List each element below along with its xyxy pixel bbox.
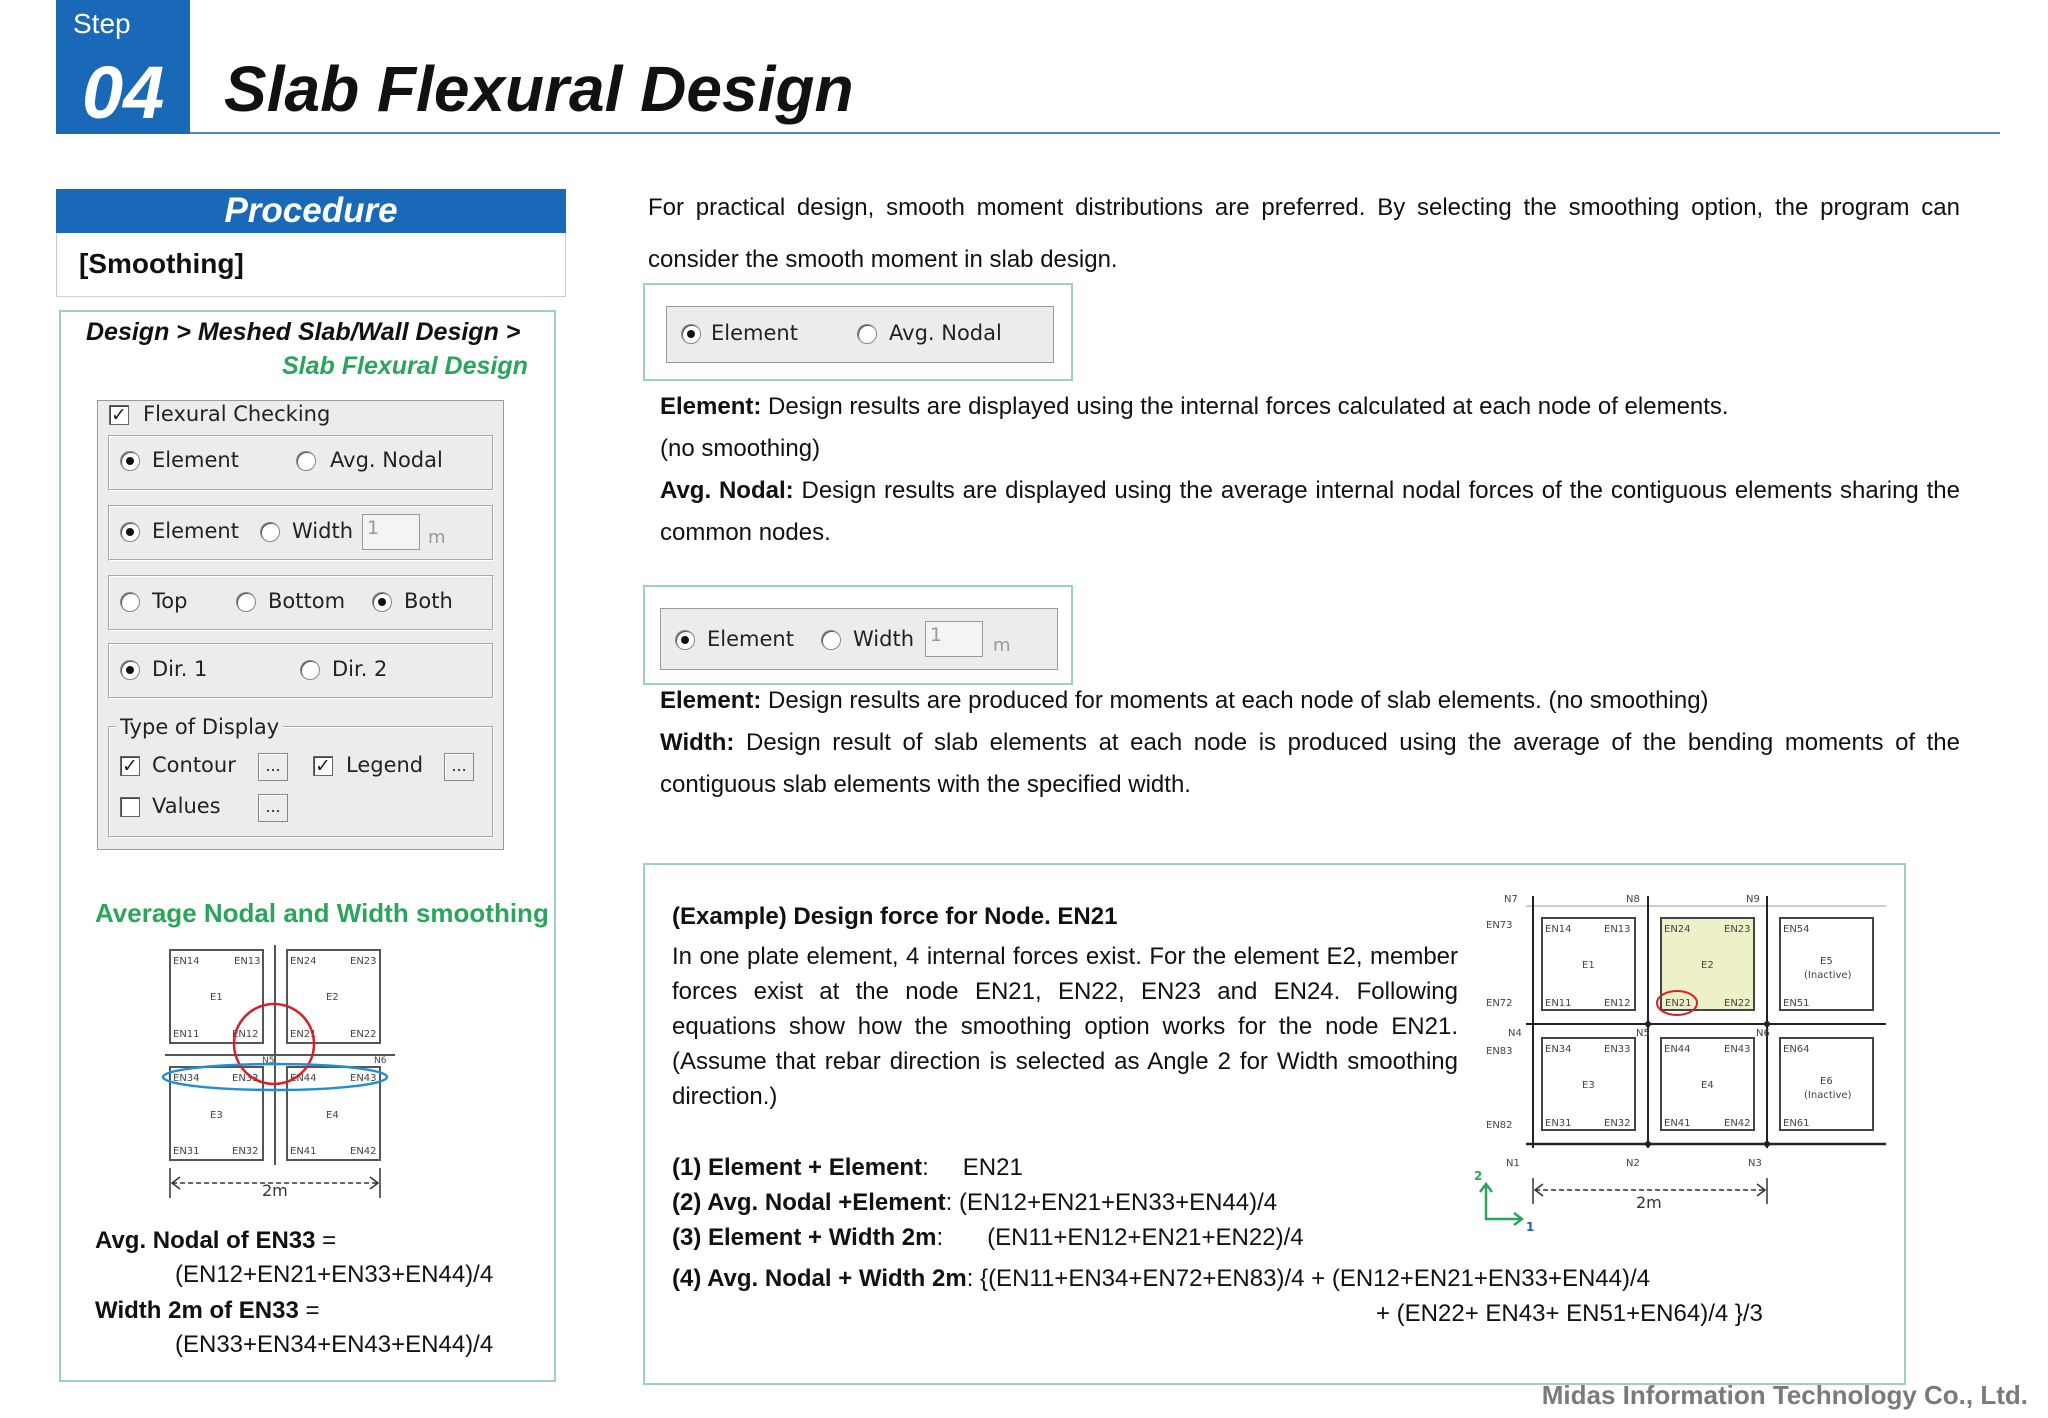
option2-width-unit: m [993, 635, 1011, 656]
dir2-label: Dir. 2 [332, 657, 388, 681]
width-formula: (EN33+EN34+EN43+EN44)/4 [175, 1331, 494, 1358]
rm-en34: EN34 [1545, 1044, 1572, 1055]
flexural-checking-label: Flexural Checking [140, 402, 333, 426]
dir2-radio[interactable] [300, 660, 320, 680]
rm-en33: EN33 [1604, 1044, 1631, 1055]
rm-en21: EN21 [1665, 998, 1692, 1009]
eq3-value: (EN11+EN12+EN21+EN22)/4 [987, 1224, 1304, 1251]
dir1-radio[interactable] [120, 660, 140, 680]
eq4-label: (4) Avg. Nodal + Width 2m [672, 1265, 967, 1292]
lm-en33: EN33 [232, 1073, 259, 1084]
width-label: Width [292, 519, 354, 543]
avg-nodal-radio[interactable] [296, 451, 316, 471]
step-badge [56, 0, 190, 134]
lm-node-n5: N5 [262, 1056, 275, 1066]
width-input[interactable]: 1 [362, 514, 420, 550]
option2-width-label: Width [853, 627, 915, 651]
left-example-heading: Average Nodal and Width smoothing [95, 898, 549, 928]
rm-en12: EN12 [1604, 998, 1631, 1009]
lm-en13: EN13 [234, 956, 261, 967]
element-width-radio[interactable] [120, 522, 140, 542]
rm-n6: N6 [1756, 1028, 1770, 1039]
lm-en32: EN32 [232, 1146, 259, 1157]
left-mesh-diagram [160, 940, 400, 1200]
rm-e4: E4 [1701, 1080, 1714, 1091]
option1-element-radio[interactable] [681, 324, 701, 344]
values-checkbox[interactable] [120, 797, 140, 817]
avg-nodal-formula: (EN12+EN21+EN33+EN44)/4 [175, 1261, 494, 1288]
option2-width-input[interactable]: 1 [925, 621, 983, 657]
width-unit: m [428, 527, 446, 548]
rm-n8: N8 [1626, 894, 1640, 905]
eq2-label: (2) Avg. Nodal +Element [672, 1189, 946, 1216]
eq3-label: (3) Element + Width 2m [672, 1224, 937, 1251]
intro-text: For practical design, smooth moment distributions are preferred. By selecting the smoothing option, the program can consider the smooth moment in slab design. [648, 194, 1960, 273]
rm-en32: EN32 [1604, 1118, 1631, 1129]
step-number: 04 [82, 51, 165, 134]
rm-en41: EN41 [1664, 1118, 1691, 1129]
rm-en31: EN31 [1545, 1118, 1572, 1129]
rm-e2: E2 [1701, 960, 1714, 971]
option2-element-label: Element [707, 627, 794, 651]
rm-en64: EN64 [1783, 1044, 1810, 1055]
lm-en34: EN34 [173, 1073, 200, 1084]
contour-checkbox[interactable]: ✓ [120, 756, 140, 776]
rm-e5-inactive: (Inactive) [1804, 970, 1852, 981]
rm-en72: EN72 [1486, 998, 1513, 1009]
rm-n1: N1 [1506, 1158, 1520, 1169]
lm-e3: E3 [210, 1110, 223, 1121]
eq1-value: EN21 [962, 1154, 1023, 1181]
top-label: Top [152, 589, 188, 613]
lm-en12: EN12 [232, 1029, 259, 1040]
procedure-heading: Procedure [56, 189, 566, 233]
rm-en83: EN83 [1486, 1046, 1513, 1057]
rm-en73: EN73 [1486, 920, 1513, 931]
lm-e2: E2 [326, 992, 339, 1003]
option2-width-radio[interactable] [821, 630, 841, 650]
eq1-label: (1) Element + Element [672, 1154, 923, 1181]
lm-en11: EN11 [173, 1029, 200, 1040]
example-mesh-diagram [1474, 886, 1886, 1236]
lm-en24: EN24 [290, 956, 317, 967]
lm-en31: EN31 [173, 1146, 200, 1157]
contour-options-button[interactable]: ... [258, 753, 288, 781]
option1-avg-nodal-radio[interactable] [857, 324, 877, 344]
rm-en43: EN43 [1724, 1044, 1751, 1055]
desc1-element-note: (no smoothing) [660, 435, 821, 462]
both-label: Both [404, 589, 453, 613]
left-dimension: 2m [262, 1181, 288, 1200]
rm-n4: N4 [1508, 1028, 1522, 1039]
desc2-element-text: Design results are produced for moments at each node of slab elements. (no smoothing) [768, 687, 1709, 714]
desc1-avg-label: Avg. Nodal: [660, 477, 794, 504]
desc1-element-label: Element: [660, 393, 762, 420]
desc1-element-text: Design results are displayed using the internal forces calculated at each node of elements. [768, 393, 1729, 420]
rm-en44: EN44 [1664, 1044, 1691, 1055]
section-label: [Smoothing] [56, 233, 566, 297]
footer-company: Midas Information Technology Co., Ltd. [1541, 1380, 2028, 1410]
lm-en23: EN23 [350, 956, 377, 967]
step-label: Step [73, 8, 131, 39]
lm-en43: EN43 [350, 1073, 377, 1084]
eq4-colon: : [966, 1265, 974, 1292]
eq4-value: {(EN11+EN34+EN72+EN83)/4 + (EN12+EN21+EN33+EN44)/4 [980, 1265, 1651, 1292]
rm-en82: EN82 [1486, 1120, 1513, 1131]
example-body: In one plate element, 4 internal forces exist. For the element E2, member forces exist at the node EN21, EN22, EN23 and EN24. Following equations show how the smoothing option works for the node EN21. (Assume that rebar direction is selected as Angle 2 for Width smoothing direction.) [672, 943, 1458, 1110]
lm-e1: E1 [210, 992, 223, 1003]
lm-en22: EN22 [350, 1029, 377, 1040]
desc2-block [660, 680, 1960, 806]
rm-en22: EN22 [1724, 998, 1751, 1009]
menu-item: Slab Flexural Design [282, 352, 528, 380]
lm-en42: EN42 [350, 1146, 377, 1157]
option1-avg-nodal-label: Avg. Nodal [889, 321, 1002, 345]
lm-en14: EN14 [173, 956, 200, 967]
type-of-display-group [108, 726, 494, 838]
rm-n7: N7 [1504, 894, 1518, 905]
flexural-dialog [97, 400, 504, 850]
desc2-width-label: Width: [660, 729, 735, 756]
legend-options-button[interactable]: ... [444, 753, 474, 781]
desc2-width-text: Design result of slab elements at each node is produced using the average of the bending moments of the contiguous slab elements with the specified width. [660, 729, 1960, 798]
option2-element-radio[interactable] [675, 630, 695, 650]
rm-en54: EN54 [1783, 924, 1810, 935]
dir1-label: Dir. 1 [152, 657, 208, 681]
rm-en11: EN11 [1545, 998, 1572, 1009]
rm-en42: EN42 [1724, 1118, 1751, 1129]
option-box-2 [660, 608, 1058, 670]
rm-e6: E6 [1820, 1076, 1833, 1087]
lm-node-n6: N6 [374, 1056, 387, 1066]
rm-n5: N5 [1636, 1028, 1650, 1039]
lm-en21: EN21 [290, 1029, 317, 1040]
rm-n3: N3 [1748, 1158, 1762, 1169]
rm-e3: E3 [1582, 1080, 1595, 1091]
axis-1-label: 1 [1526, 1220, 1535, 1234]
element-width-label: Element [152, 519, 239, 543]
avg-nodal-formula-block [95, 1224, 545, 1362]
lm-en44: EN44 [290, 1073, 317, 1084]
rm-e6-inactive: (Inactive) [1804, 1090, 1852, 1101]
bottom-label: Bottom [268, 589, 346, 613]
rm-en23: EN23 [1724, 924, 1751, 935]
values-options-button[interactable]: ... [258, 794, 288, 822]
rm-en61: EN61 [1783, 1118, 1810, 1129]
desc2-element-label: Element: [660, 687, 762, 714]
rm-en51: EN51 [1783, 998, 1810, 1009]
menu-path: Design > Meshed Slab/Wall Design > [86, 318, 521, 346]
eq4-value-continued: + (EN22+ EN43+ EN51+EN64)/4 }/3 [1376, 1300, 1763, 1327]
width-title: Width 2m of EN33 [95, 1297, 299, 1324]
contour-label: Contour [152, 753, 236, 777]
eq3-colon: : [936, 1224, 944, 1251]
rm-e5: E5 [1820, 956, 1833, 967]
eq2-colon: : [945, 1189, 953, 1216]
eq1-colon: : [922, 1154, 929, 1181]
rm-en14: EN14 [1545, 924, 1572, 935]
avg-equals: = [322, 1227, 337, 1254]
desc1-avg-text: Design results are displayed using the average internal nodal forces of the contiguous elements sharing the common nodes. [660, 477, 1960, 546]
left-mesh-lines [165, 945, 395, 1165]
eq2-value: (EN12+EN21+EN33+EN44)/4 [958, 1189, 1278, 1216]
width-radio[interactable] [260, 522, 280, 542]
avg-nodal-title: Avg. Nodal of EN33 [95, 1227, 316, 1254]
lm-en41: EN41 [290, 1146, 317, 1157]
top-radio[interactable] [120, 592, 140, 612]
avg-nodal-label: Avg. Nodal [330, 448, 443, 472]
values-label: Values [152, 794, 221, 818]
desc1-block [660, 386, 1960, 554]
example-title: (Example) Design force for Node. EN21 [672, 903, 1118, 930]
type-of-display-label: Type of Display [116, 715, 283, 739]
rm-en24: EN24 [1664, 924, 1691, 935]
legend-checkbox[interactable]: ✓ [313, 756, 333, 776]
header-divider [190, 132, 2000, 134]
lm-e4: E4 [326, 1110, 339, 1121]
flexural-checking-checkbox[interactable]: ✓ [109, 405, 129, 425]
rm-e1: E1 [1582, 960, 1595, 971]
rm-n9: N9 [1746, 894, 1760, 905]
both-radio[interactable] [372, 592, 392, 612]
example-dimension: 2m [1636, 1193, 1662, 1212]
rm-n2: N2 [1626, 1158, 1640, 1169]
page-title: Slab Flexural Design [224, 53, 854, 125]
element-label: Element [152, 448, 239, 472]
rm-en13: EN13 [1604, 924, 1631, 935]
axis-2-label: 2 [1474, 1169, 1483, 1183]
element-radio[interactable] [120, 451, 140, 471]
bottom-radio[interactable] [236, 592, 256, 612]
option-box-1 [666, 306, 1054, 363]
legend-label: Legend [346, 753, 424, 777]
width-equals: = [305, 1297, 320, 1324]
axis-indicator [1480, 1184, 1522, 1225]
option1-element-label: Element [711, 321, 798, 345]
